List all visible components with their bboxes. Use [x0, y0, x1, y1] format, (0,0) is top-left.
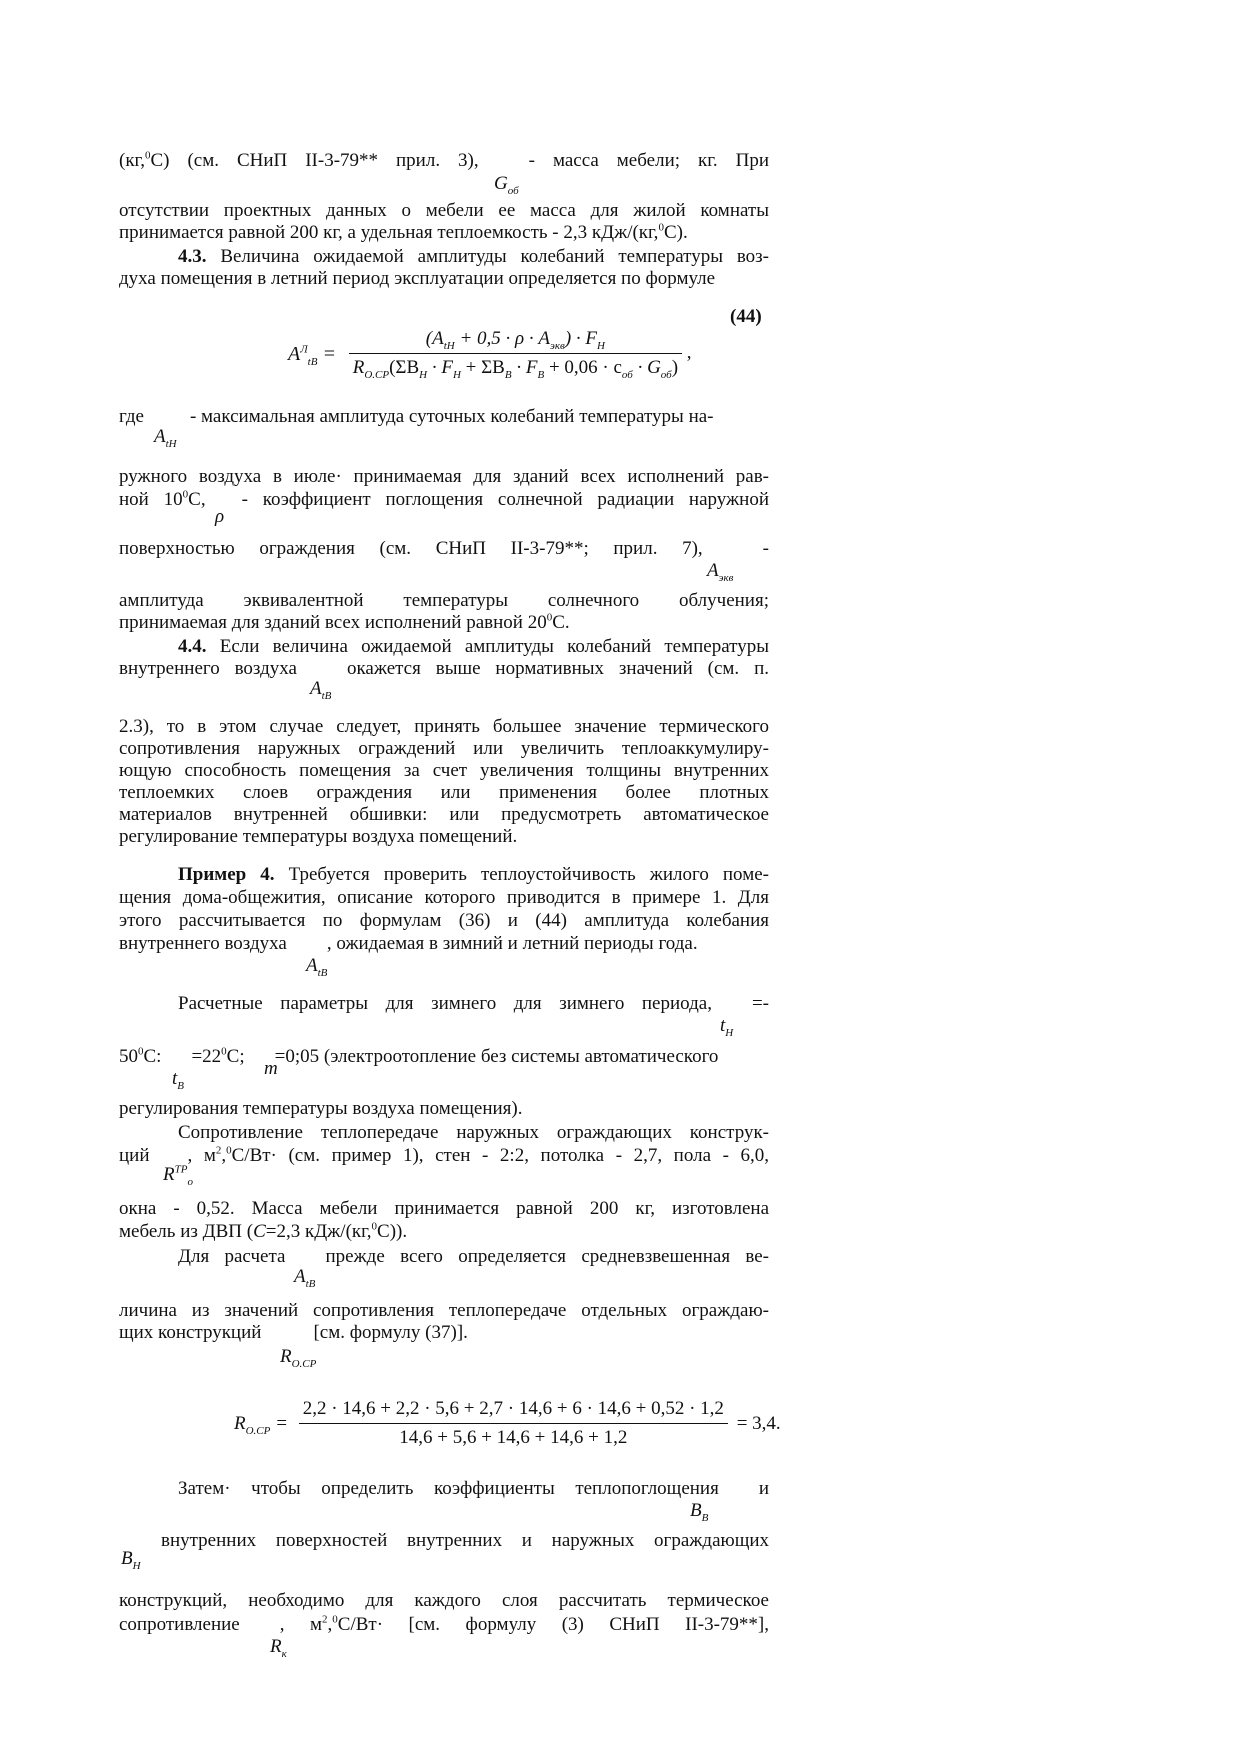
paragraph-line: материалов внутренней обшивки: или предусмотреть автоматическое — [119, 804, 769, 825]
text-line: принимается равной 200 кг, а удельная теплоемкость - 2,3 кДж/(кг,$^0$С). — [119, 221, 688, 243]
symbol-b-v: $B_В$ — [690, 1500, 709, 1524]
symbol-t-n: $t_Н$ — [720, 1015, 734, 1039]
symbol-a-tv-l: $A^Л_{tВ}$ = — [288, 342, 336, 368]
text-line: конструкций, необходимо для каждого слоя рассчитать термическое — [119, 1590, 769, 1611]
paragraph-line: теплоемких слоев ограждения или применения более плотных — [119, 782, 769, 803]
symbol-a-tv: $A_{tВ}$ — [294, 1266, 316, 1290]
text-line: амплитуда эквивалентной температуры солнечного облучения; — [119, 590, 769, 611]
text-line: Сопротивление теплопередаче наружных ограждающих конструк- — [178, 1122, 769, 1143]
text-line: отсутствии проектных данных о мебели ее масса для жилой комнаты — [119, 200, 769, 221]
formula-rocp-fraction: $\frac{2,2 \cdot 14,6 + 2,2 \cdot 5,6 + 2,7 \cdot 14,6 + 6 \cdot 14,6 + 0,52 \cdot 1,2}{14,6 + 5,6 + 14,6 + 14,6 + 1,2}$ — [299, 1398, 728, 1449]
symbol-r-o-tr: $R^{ТР}_o$ — [163, 1163, 193, 1188]
text-line: регулирования температуры воздуха помещения). — [119, 1098, 523, 1119]
symbol-a-tv: $A_{tВ}$ — [306, 955, 328, 979]
symbol-g-ob: $G_{об}$ — [494, 173, 519, 197]
text-line: ружного воздуха в июле· принимаемая для зданий всех исполнений рав- — [119, 466, 769, 487]
text-line: Затем· чтобы определить коэффициенты теплопоглощения и — [178, 1478, 769, 1499]
text-line: личина из значений сопротивления теплопередаче отдельных ограждаю- — [119, 1300, 769, 1321]
text-line: щих конструкций [см. формулу (37)]. — [119, 1322, 468, 1343]
text-line: (кг,$^0$С) (см. СНиП II-3-79** прил. 3), - масса мебели; кг. При — [119, 149, 769, 171]
text-line: ной $10^0С$, - коэффициент поглощения солнечной радиации наружной — [119, 488, 769, 510]
equation-number: (44) — [730, 306, 762, 327]
paragraph-line: сопротивления наружных ограждений или увеличить теплоаккумулиру- — [119, 738, 769, 759]
text-line: окна - 0,52. Масса мебели принимается равной 200 кг, изготовлена — [119, 1198, 769, 1219]
symbol-r-ocp: $R_{О.СР}$ — [280, 1346, 317, 1370]
section-4-4: 4.4. Если величина ожидаемой амплитуды колебаний температуры — [178, 636, 769, 657]
paragraph-line: ющую способность помещения за счет увеличения толщины внутренних — [119, 760, 769, 781]
symbol-b-n: $B_Н$ — [121, 1548, 141, 1572]
formula-44: $A^Л_{tВ}$ = $\frac{(A_{tН} + 0,5 \cdot \rho \cdot A_{экв}) \cdot F_Н}{R_{О.СР}(\Sigma B_Н \cdot F_Н + \Sigma B_В \cdot F_В + 0,06 \cdot c_{об} \cdot G_{об})}$ , — [288, 328, 692, 381]
symbol-a-tv: $A_{tВ}$ — [310, 678, 332, 702]
paragraph-line: 2.3), то в этом случае следует, принять большее значение термического — [119, 716, 769, 737]
text-line: принимаемая для зданий всех исполнений равной $20^0С$. — [119, 611, 570, 633]
text-line: духа помещения в летний период эксплуатации определяется по формуле — [119, 268, 716, 289]
symbol-a-ekv: $A_{экв}$ — [707, 560, 734, 584]
text-line: Для расчета прежде всего определяется средневзвешенная ве- — [178, 1246, 770, 1267]
section-4-3: 4.3. Величина ожидаемой амплитуды колебаний температуры воз- — [178, 246, 769, 267]
text-line: поверхностью ограждения (см. СНиП II-3-79**; прил. 7), - — [119, 538, 769, 559]
text-line: где - максимальная амплитуда суточных колебаний температуры на- — [119, 406, 714, 427]
example-4: Пример 4. Требуется проверить теплоустойчивость жилого поме- — [178, 864, 769, 885]
symbol-rho: ρ — [215, 506, 225, 527]
symbol-m: m — [264, 1058, 278, 1079]
text-line: сопротивление , $м^2,^0С/Вт\cdot [см$. формулу (3) СНиП II-3-79**], — [119, 1613, 770, 1635]
text-line: $50^0С$: $=22^0С$; =0;05 (электроотопление без системы автоматического — [119, 1045, 719, 1067]
text-line: щения дома-общежития, описание которого приводится в примере 1. Для — [119, 887, 769, 908]
symbol-r-k: $R_к$ — [270, 1636, 287, 1660]
text-line: ций , $м^2,^0С/Вт\cdot (см$. пример 1), стен - 2:2, потолка - 2,7, пола - 6,0, — [119, 1144, 769, 1166]
symbol-a-tn: $A_{tН}$ — [154, 426, 177, 450]
text-line: этого рассчитывается по формулам (36) и (44) амплитуда колебания — [119, 910, 769, 931]
text-line: внутреннего воздуха , ожидаемая в зимний и летний периоды года. — [119, 933, 698, 954]
paragraph-line: регулирование температуры воздуха помещений. — [119, 826, 518, 847]
formula-44-fraction: $\frac{(A_{tН} + 0,5 \cdot \rho \cdot A_{экв}) \cdot F_Н}{R_{О.СР}(\Sigma B_Н \cdot F_Н + \Sigma B_В \cdot F_В + 0,06 \cdot c_{об} \cdot G_{об})}$ — [349, 328, 682, 379]
formula-rocp: $R_{О.СР}$ = $\frac{2,2 \cdot 14,6 + 2,2 \cdot 5,6 + 2,7 \cdot 14,6 + 6 \cdot 14,6 + 0,52 \cdot 1,2}{14,6 + 5,6 + 14,6 + 14,6 + 1,2}$ = 3,4. — [234, 1398, 781, 1448]
symbol-t-v: $t_В$ — [172, 1068, 185, 1092]
text-line: мебель из ДВП (C=2,3 кДж/(кг,$^0$С)). — [119, 1220, 408, 1242]
text-line: внутреннего воздуха окажется выше нормативных значений (см. п. — [119, 658, 769, 679]
text-line: Расчетные параметры для зимнего для зимнего периода, =- — [178, 993, 769, 1014]
text-line: внутренних поверхностей внутренних и наружных ограждающих — [161, 1530, 769, 1551]
